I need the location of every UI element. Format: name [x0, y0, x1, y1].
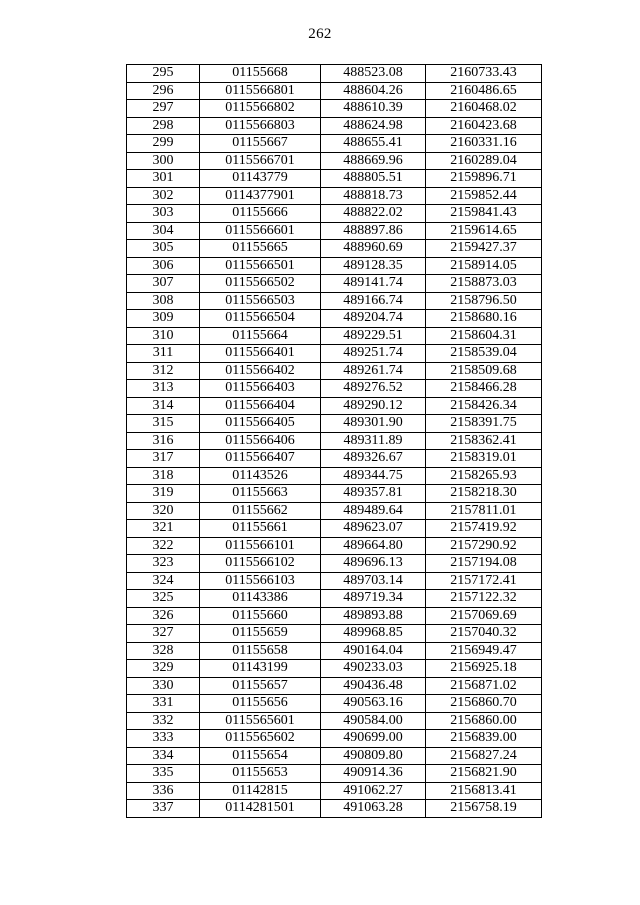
x-coordinate-cell: 488624.98 [321, 117, 426, 135]
y-coordinate-cell: 2157040.32 [426, 625, 542, 643]
table-row [127, 485, 542, 503]
y-coordinate-cell: 2158426.34 [426, 397, 542, 415]
y-coordinate-cell: 2156839.00 [426, 730, 542, 748]
x-coordinate-cell: 489311.89 [321, 432, 426, 450]
table-row [127, 467, 542, 485]
table-row [127, 502, 542, 520]
table-row [127, 572, 542, 590]
table-row [127, 730, 542, 748]
table-row [127, 450, 542, 468]
y-coordinate-cell: 2157290.92 [426, 537, 542, 555]
y-coordinate-cell: 2157419.92 [426, 520, 542, 538]
table-row [127, 152, 542, 170]
x-coordinate-cell: 490233.03 [321, 660, 426, 678]
table-row [127, 642, 542, 660]
point-id-cell: 01155668 [200, 65, 321, 83]
row-index-cell: 310 [127, 327, 200, 345]
point-id-cell: 01155653 [200, 765, 321, 783]
row-index-cell: 332 [127, 712, 200, 730]
x-coordinate-cell: 489344.75 [321, 467, 426, 485]
x-coordinate-cell: 488818.73 [321, 187, 426, 205]
table-row [127, 537, 542, 555]
point-id-cell: 0115566502 [200, 275, 321, 293]
table-row [127, 747, 542, 765]
table-row [127, 782, 542, 800]
table-row [127, 187, 542, 205]
x-coordinate-cell: 489204.74 [321, 310, 426, 328]
point-id-cell: 01155658 [200, 642, 321, 660]
row-index-cell: 312 [127, 362, 200, 380]
x-coordinate-cell: 491062.27 [321, 782, 426, 800]
point-id-cell: 0115566503 [200, 292, 321, 310]
point-id-cell: 0115566101 [200, 537, 321, 555]
x-coordinate-cell: 490563.16 [321, 695, 426, 713]
table-row [127, 240, 542, 258]
row-index-cell: 331 [127, 695, 200, 713]
table-row [127, 432, 542, 450]
point-id-cell: 01155660 [200, 607, 321, 625]
table-row [127, 415, 542, 433]
row-index-cell: 330 [127, 677, 200, 695]
y-coordinate-cell: 2156827.24 [426, 747, 542, 765]
x-coordinate-cell: 489489.64 [321, 502, 426, 520]
y-coordinate-cell: 2158218.30 [426, 485, 542, 503]
x-coordinate-cell: 489326.67 [321, 450, 426, 468]
table-row [127, 275, 542, 293]
point-id-cell: 0115566405 [200, 415, 321, 433]
table-row [127, 695, 542, 713]
point-id-cell: 0115566102 [200, 555, 321, 573]
y-coordinate-cell: 2160289.04 [426, 152, 542, 170]
y-coordinate-cell: 2158362.41 [426, 432, 542, 450]
row-index-cell: 333 [127, 730, 200, 748]
point-id-cell: 0115566801 [200, 82, 321, 100]
x-coordinate-cell: 489301.90 [321, 415, 426, 433]
x-coordinate-cell: 489229.51 [321, 327, 426, 345]
y-coordinate-cell: 2158796.50 [426, 292, 542, 310]
x-coordinate-cell: 489357.81 [321, 485, 426, 503]
row-index-cell: 300 [127, 152, 200, 170]
row-index-cell: 299 [127, 135, 200, 153]
point-id-cell: 0115566501 [200, 257, 321, 275]
y-coordinate-cell: 2158265.93 [426, 467, 542, 485]
x-coordinate-cell: 489703.14 [321, 572, 426, 590]
y-coordinate-cell: 2158319.01 [426, 450, 542, 468]
row-index-cell: 307 [127, 275, 200, 293]
y-coordinate-cell: 2158466.28 [426, 380, 542, 398]
row-index-cell: 316 [127, 432, 200, 450]
y-coordinate-cell: 2156821.90 [426, 765, 542, 783]
table-row [127, 310, 542, 328]
x-coordinate-cell: 489141.74 [321, 275, 426, 293]
point-id-cell: 0115565601 [200, 712, 321, 730]
x-coordinate-cell: 491063.28 [321, 800, 426, 818]
point-id-cell: 0115566404 [200, 397, 321, 415]
table-row [127, 380, 542, 398]
table-row [127, 800, 542, 818]
point-id-cell: 0115566701 [200, 152, 321, 170]
table-row [127, 82, 542, 100]
row-index-cell: 325 [127, 590, 200, 608]
point-id-cell: 01143199 [200, 660, 321, 678]
x-coordinate-cell: 489251.74 [321, 345, 426, 363]
row-index-cell: 317 [127, 450, 200, 468]
y-coordinate-cell: 2159852.44 [426, 187, 542, 205]
y-coordinate-cell: 2160331.16 [426, 135, 542, 153]
x-coordinate-cell: 488897.86 [321, 222, 426, 240]
row-index-cell: 305 [127, 240, 200, 258]
point-id-cell: 0115566403 [200, 380, 321, 398]
row-index-cell: 335 [127, 765, 200, 783]
table-row [127, 677, 542, 695]
table-row [127, 765, 542, 783]
table-row [127, 555, 542, 573]
row-index-cell: 336 [127, 782, 200, 800]
table-row [127, 100, 542, 118]
table-row [127, 292, 542, 310]
y-coordinate-cell: 2156813.41 [426, 782, 542, 800]
y-coordinate-cell: 2159896.71 [426, 170, 542, 188]
x-coordinate-cell: 490809.80 [321, 747, 426, 765]
point-id-cell: 01142815 [200, 782, 321, 800]
y-coordinate-cell: 2160733.43 [426, 65, 542, 83]
table-row [127, 205, 542, 223]
point-id-cell: 0115566601 [200, 222, 321, 240]
table-row [127, 170, 542, 188]
y-coordinate-cell: 2157172.41 [426, 572, 542, 590]
table-row [127, 590, 542, 608]
y-coordinate-cell: 2157811.01 [426, 502, 542, 520]
row-index-cell: 318 [127, 467, 200, 485]
point-id-cell: 0115566401 [200, 345, 321, 363]
point-id-cell: 01155659 [200, 625, 321, 643]
x-coordinate-cell: 490699.00 [321, 730, 426, 748]
point-id-cell: 01155662 [200, 502, 321, 520]
y-coordinate-cell: 2156925.18 [426, 660, 542, 678]
y-coordinate-cell: 2159427.37 [426, 240, 542, 258]
y-coordinate-cell: 2158509.68 [426, 362, 542, 380]
x-coordinate-cell: 490164.04 [321, 642, 426, 660]
row-index-cell: 302 [127, 187, 200, 205]
row-index-cell: 295 [127, 65, 200, 83]
point-id-cell: 01155656 [200, 695, 321, 713]
row-index-cell: 306 [127, 257, 200, 275]
y-coordinate-cell: 2158680.16 [426, 310, 542, 328]
point-id-cell: 0115566803 [200, 117, 321, 135]
row-index-cell: 322 [127, 537, 200, 555]
row-index-cell: 309 [127, 310, 200, 328]
row-index-cell: 296 [127, 82, 200, 100]
x-coordinate-cell: 489261.74 [321, 362, 426, 380]
y-coordinate-cell: 2160468.02 [426, 100, 542, 118]
x-coordinate-cell: 489166.74 [321, 292, 426, 310]
point-id-cell: 01143779 [200, 170, 321, 188]
table-row [127, 135, 542, 153]
x-coordinate-cell: 488669.96 [321, 152, 426, 170]
page-number: 262 [308, 26, 332, 42]
y-coordinate-cell: 2157194.08 [426, 555, 542, 573]
x-coordinate-cell: 488523.08 [321, 65, 426, 83]
row-index-cell: 308 [127, 292, 200, 310]
y-coordinate-cell: 2156949.47 [426, 642, 542, 660]
table-row [127, 520, 542, 538]
row-index-cell: 298 [127, 117, 200, 135]
x-coordinate-cell: 489623.07 [321, 520, 426, 538]
y-coordinate-cell: 2158391.75 [426, 415, 542, 433]
table-row [127, 607, 542, 625]
y-coordinate-cell: 2159841.43 [426, 205, 542, 223]
table-row [127, 660, 542, 678]
point-id-cell: 0115566406 [200, 432, 321, 450]
point-id-cell: 01155666 [200, 205, 321, 223]
point-id-cell: 0115566402 [200, 362, 321, 380]
row-index-cell: 319 [127, 485, 200, 503]
x-coordinate-cell: 489719.34 [321, 590, 426, 608]
point-id-cell: 0115565602 [200, 730, 321, 748]
x-coordinate-cell: 488805.51 [321, 170, 426, 188]
row-index-cell: 327 [127, 625, 200, 643]
x-coordinate-cell: 490584.00 [321, 712, 426, 730]
table-row [127, 362, 542, 380]
x-coordinate-cell: 489290.12 [321, 397, 426, 415]
table-row [127, 327, 542, 345]
y-coordinate-cell: 2158873.03 [426, 275, 542, 293]
x-coordinate-cell: 489664.80 [321, 537, 426, 555]
row-index-cell: 304 [127, 222, 200, 240]
row-index-cell: 326 [127, 607, 200, 625]
y-coordinate-cell: 2158539.04 [426, 345, 542, 363]
table-row [127, 65, 542, 83]
table-row [127, 117, 542, 135]
y-coordinate-cell: 2160486.65 [426, 82, 542, 100]
coordinates-table [126, 64, 542, 818]
table-body [127, 65, 542, 818]
row-index-cell: 337 [127, 800, 200, 818]
x-coordinate-cell: 488610.39 [321, 100, 426, 118]
row-index-cell: 323 [127, 555, 200, 573]
row-index-cell: 313 [127, 380, 200, 398]
x-coordinate-cell: 490436.48 [321, 677, 426, 695]
y-coordinate-cell: 2156871.02 [426, 677, 542, 695]
row-index-cell: 315 [127, 415, 200, 433]
y-coordinate-cell: 2156758.19 [426, 800, 542, 818]
table-row [127, 257, 542, 275]
x-coordinate-cell: 489276.52 [321, 380, 426, 398]
row-index-cell: 311 [127, 345, 200, 363]
point-id-cell: 01155664 [200, 327, 321, 345]
y-coordinate-cell: 2158604.31 [426, 327, 542, 345]
point-id-cell: 01155667 [200, 135, 321, 153]
x-coordinate-cell: 489893.88 [321, 607, 426, 625]
y-coordinate-cell: 2156860.00 [426, 712, 542, 730]
y-coordinate-cell: 2160423.68 [426, 117, 542, 135]
x-coordinate-cell: 488604.26 [321, 82, 426, 100]
x-coordinate-cell: 488960.69 [321, 240, 426, 258]
x-coordinate-cell: 489128.35 [321, 257, 426, 275]
point-id-cell: 0115566407 [200, 450, 321, 468]
point-id-cell: 01143386 [200, 590, 321, 608]
table-row [127, 222, 542, 240]
row-index-cell: 314 [127, 397, 200, 415]
row-index-cell: 320 [127, 502, 200, 520]
point-id-cell: 01155657 [200, 677, 321, 695]
y-coordinate-cell: 2159614.65 [426, 222, 542, 240]
x-coordinate-cell: 489968.85 [321, 625, 426, 643]
row-index-cell: 329 [127, 660, 200, 678]
row-index-cell: 321 [127, 520, 200, 538]
point-id-cell: 01155665 [200, 240, 321, 258]
row-index-cell: 334 [127, 747, 200, 765]
y-coordinate-cell: 2157122.32 [426, 590, 542, 608]
x-coordinate-cell: 490914.36 [321, 765, 426, 783]
point-id-cell: 01155663 [200, 485, 321, 503]
x-coordinate-cell: 489696.13 [321, 555, 426, 573]
y-coordinate-cell: 2158914.05 [426, 257, 542, 275]
point-id-cell: 01143526 [200, 467, 321, 485]
row-index-cell: 297 [127, 100, 200, 118]
point-id-cell: 0115566802 [200, 100, 321, 118]
x-coordinate-cell: 488822.02 [321, 205, 426, 223]
table-row [127, 625, 542, 643]
table-row [127, 712, 542, 730]
point-id-cell: 01155654 [200, 747, 321, 765]
row-index-cell: 301 [127, 170, 200, 188]
table-row [127, 345, 542, 363]
x-coordinate-cell: 488655.41 [321, 135, 426, 153]
point-id-cell: 0115566504 [200, 310, 321, 328]
row-index-cell: 328 [127, 642, 200, 660]
row-index-cell: 324 [127, 572, 200, 590]
point-id-cell: 0114281501 [200, 800, 321, 818]
point-id-cell: 0114377901 [200, 187, 321, 205]
table-row [127, 397, 542, 415]
row-index-cell: 303 [127, 205, 200, 223]
point-id-cell: 0115566103 [200, 572, 321, 590]
y-coordinate-cell: 2156860.70 [426, 695, 542, 713]
y-coordinate-cell: 2157069.69 [426, 607, 542, 625]
point-id-cell: 01155661 [200, 520, 321, 538]
